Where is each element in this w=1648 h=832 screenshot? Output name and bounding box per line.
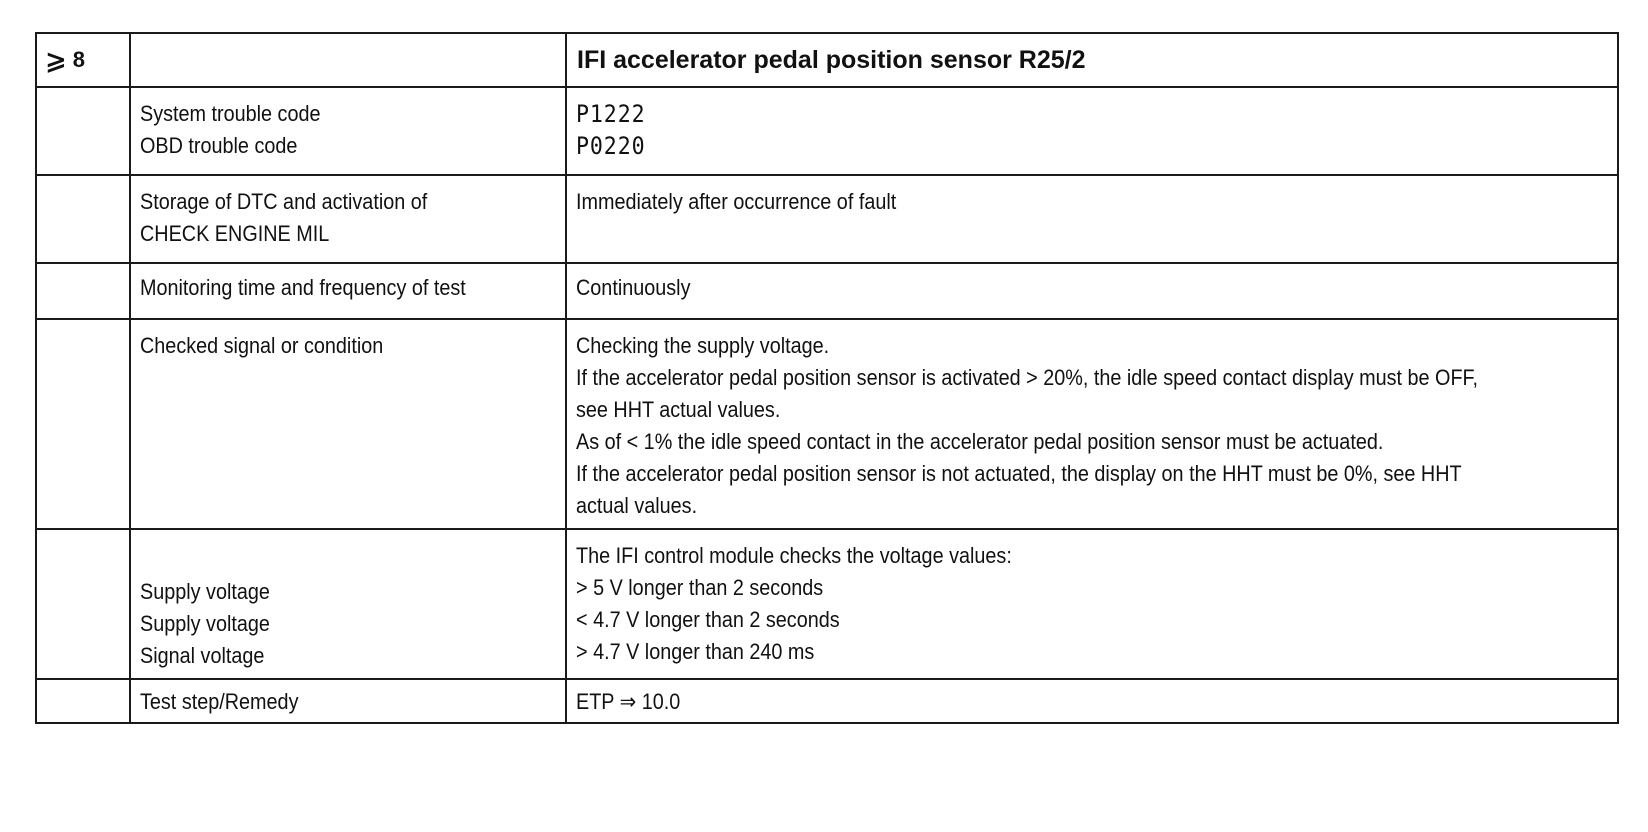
value-line: see HHT actual values. [576,397,781,422]
row-gutter [36,679,130,723]
step-number: 8 [72,47,86,72]
value-line: > 5 V longer than 2 seconds [576,575,824,600]
label-line: OBD trouble code [140,133,298,158]
value-line: Continuously [576,275,691,300]
label-line: Supply voltage [140,611,270,636]
header-row [36,33,1618,87]
row-gutter [36,529,130,679]
table-row [36,263,1618,319]
test-step-reference: ETP ⇒ 10.0 [576,689,681,714]
table-row [36,679,1618,723]
value-line: As of < 1% the idle speed contact in the accelerator pedal position sensor must be actuated. [576,429,1384,454]
table-row [36,529,1618,679]
row-gutter [36,175,130,263]
row-label-cell [130,319,566,529]
value-line: Immediately after occurrence of fault [576,189,897,214]
header-title-cell [566,33,1618,87]
value-line: If the accelerator pedal position sensor is not actuated, the display on the HHT must be 0%, see HHT [576,461,1462,486]
obd-trouble-code: P0220 [576,132,646,160]
row-gutter [36,263,130,319]
row-label-cell [130,529,566,679]
value-line: If the accelerator pedal position sensor is activated > 20%, the idle speed contact display must be OFF, [576,365,1478,390]
table-row [36,87,1618,175]
label-line: CHECK ENGINE MIL [140,221,330,246]
row-label-cell [130,87,566,175]
step-number-cell [36,33,130,87]
row-value-cell [566,529,1618,679]
table-row [36,175,1618,263]
page-title: IFI accelerator pedal position sensor R25/2 [577,45,1086,74]
label-line: Monitoring time and frequency of test [140,275,466,300]
value-line: < 4.7 V longer than 2 seconds [576,607,840,632]
dtc-sheet [35,32,1617,761]
value-line: The IFI control module checks the voltage values: [576,543,1012,568]
row-value-cell [566,87,1618,175]
value-line: > 4.7 V longer than 240 ms [576,639,815,664]
value-line: Checking the supply voltage. [576,333,830,358]
label-line: Supply voltage [140,579,270,604]
dtc-table [35,32,1619,724]
label-line: Test step/Remedy [140,689,299,714]
table-row [36,319,1618,529]
step-arrow-icon: ⩾ [45,44,67,75]
row-label-cell [130,263,566,319]
label-line: Storage of DTC and activation of [140,189,428,214]
row-value-cell [566,263,1618,319]
label-line: System trouble code [140,101,321,126]
label-line: Checked signal or condition [140,333,384,358]
row-label-cell [130,679,566,723]
header-empty-cell [130,33,566,87]
system-trouble-code: P1222 [576,100,646,128]
row-value-cell [566,319,1618,529]
row-gutter [36,319,130,529]
row-value-cell [566,679,1618,723]
row-label-cell [130,175,566,263]
row-value-cell [566,175,1618,263]
label-line: Signal voltage [140,643,265,668]
row-gutter [36,87,130,175]
value-line: actual values. [576,493,698,518]
